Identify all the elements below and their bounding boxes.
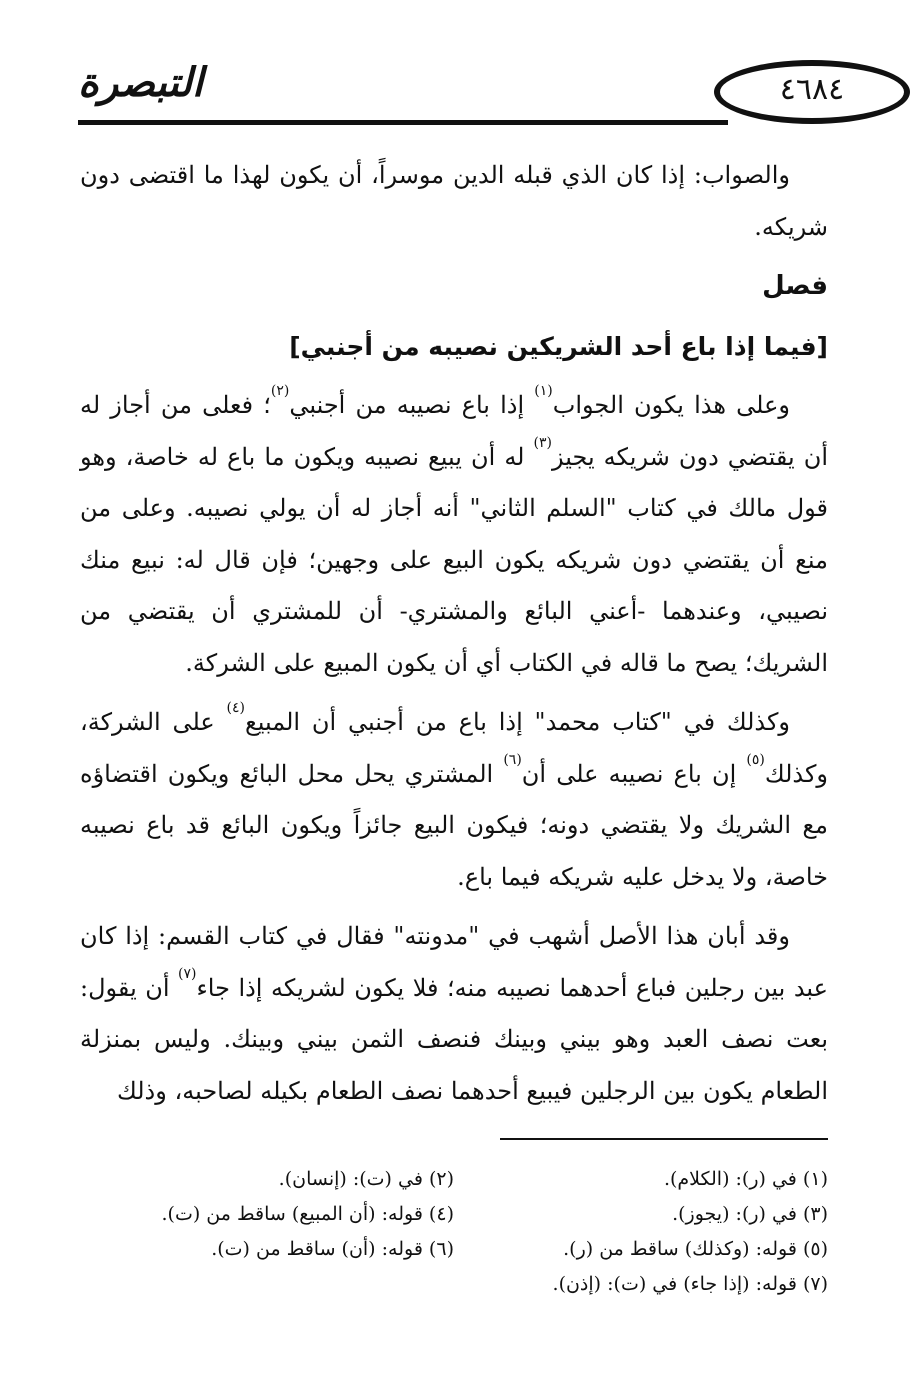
text-run: وعلى هذا يكون الجواب [552, 391, 790, 419]
text-run: على الشركة، وكذلك [80, 708, 828, 788]
paragraph-2 [80, 697, 828, 903]
footnote-7: (٧) قوله: (إذا جاء) في (ت): (إذن). [552, 1273, 828, 1295]
footnote-1: (١) في (ر): (الكلام). [663, 1168, 828, 1190]
footnote-row [80, 1197, 828, 1232]
text-run: المشتري يحل محل البائع ويكون اقتضاؤه مع الشريك ولا يقتضي دونه؛ فيكون البيع جائزاً ويكون البائع قد باع نصيبه خاصة، ولا يدخل عليه شريكه فيما باع. [80, 759, 828, 891]
footnotes [80, 1162, 828, 1302]
text-run: أن يقول: بعت نصف العبد وهو بيني وبينك فنصف الثمن بيني وبينك. وليس بمنزلة الطعام يكون بين الرجلين فيبيع أحدهما نصف الطعام بكيله لصاحبه، وذلك [80, 973, 828, 1105]
footnote-ref-3: (٣) [533, 434, 552, 451]
section-subheading: [فيما إذا باع أحد الشريكين نصيبه من أجنبي] [289, 331, 828, 361]
footnote-row [80, 1162, 828, 1197]
footnote-5: (٥) قوله: (وكذلك) ساقط من (ر). [563, 1238, 828, 1260]
footnote-row [80, 1232, 828, 1267]
footnote-2: (٢) في (ت): (إنسان). [278, 1168, 454, 1190]
footnote-3: (٣) في (ر): (يجوز). [672, 1203, 828, 1225]
footnote-row [80, 1267, 828, 1302]
paragraph-3 [80, 911, 828, 1117]
text-run: وقد أبان هذا الأصل أشهب في "مدونته" فقال في كتاب القسم: إذا كان عبد بين رجلين فباع أحدهما نصيبه منه؛ فلا يكون لشريكه إذا جاء [80, 922, 828, 1002]
footnote-separator [500, 1138, 828, 1140]
text-run: له أن يبيع نصيبه ويكون ما باع له خاصة، وهو قول مالك في كتاب "السلم الثاني" أنه أجاز له أن يولي نصيبه. وعلى من منع أن يقتضي دون شريكه يكون البيع على وجهين؛ فإن قال له: نبيع منك نصيبي، وعندهما -أعني البائع والمشتري- أن للمشتري أن يقتضي من الشريك؛ يصح ما قاله في الكتاب أي أن يكون المبيع على الشركة. [80, 442, 828, 677]
text-run: إن باع نصيبه على أن [521, 759, 747, 788]
footnote-ref-1: (١) [534, 383, 553, 399]
footnote-4: (٤) قوله: (أن المبيع) ساقط من (ت). [161, 1203, 454, 1225]
paragraph-1 [80, 380, 828, 689]
page-number: ٤٦٨٤ [779, 72, 845, 107]
text-run: ؛ فعلى من أجاز له أن يقتضي دون شريكه يجيز [80, 391, 828, 471]
book-title: التبصرة [78, 60, 204, 106]
header-rule [78, 120, 728, 125]
footnote-6: (٦) قوله: (أن) ساقط من (ت). [211, 1238, 454, 1260]
footnote-ref-5: (٥) [746, 751, 765, 768]
footnote-ref-4: (٤) [226, 700, 245, 716]
section-heading: فصل [762, 271, 828, 301]
text-run: إذا باع نصيبه من أجنبي [289, 391, 535, 419]
footnote-ref-6: (٦) [503, 751, 522, 768]
page-header [78, 52, 845, 132]
main-text [80, 150, 828, 1125]
text-run: وكذلك في "كتاب محمد" إذا باع من أجنبي أن المبيع [244, 708, 790, 736]
footnote-ref-7: (٧) [178, 965, 197, 982]
page-number-badge [714, 60, 910, 124]
intro-paragraph: والصواب: إذا كان الذي قبله الدين موسراً، أن يكون لهذا ما اقتضى دون شريكه. [80, 161, 828, 241]
footnote-ref-2: (٢) [270, 383, 290, 399]
